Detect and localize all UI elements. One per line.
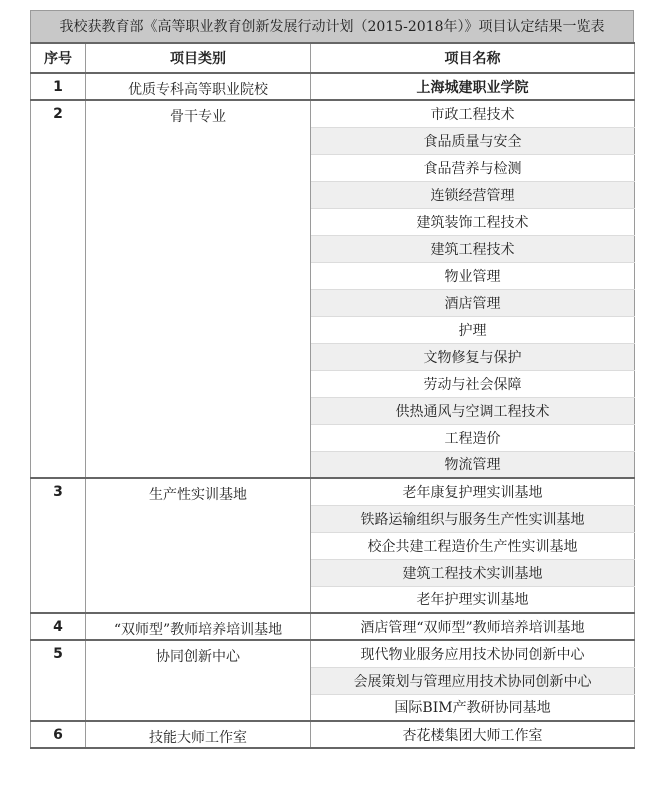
project-name: 连锁经营管理	[311, 181, 635, 208]
header-row	[31, 43, 635, 73]
project-name: 食品质量与安全	[311, 127, 635, 154]
project-name: 物业管理	[311, 262, 635, 289]
project-category: 协同创新中心	[86, 640, 311, 721]
project-name: 供热通风与空调工程技术	[311, 397, 635, 424]
row-number: 4	[31, 613, 86, 640]
row-number: 3	[31, 478, 86, 613]
table-row	[31, 73, 635, 100]
project-name: 杏花楼集团大师工作室	[311, 721, 635, 748]
table-row	[31, 478, 635, 505]
project-name: 建筑工程技术	[311, 235, 635, 262]
project-name: 老年康复护理实训基地	[311, 478, 635, 505]
project-name: 建筑工程技术实训基地	[311, 559, 635, 586]
table-body	[31, 73, 635, 748]
project-name: 食品营养与检测	[311, 154, 635, 181]
results-table	[30, 42, 635, 749]
project-name: 校企共建工程造价生产性实训基地	[311, 532, 635, 559]
project-name: 市政工程技术	[311, 100, 635, 127]
project-name: 酒店管理“双师型”教师培养培训基地	[311, 613, 635, 640]
project-category: “双师型”教师培养培训基地	[86, 613, 311, 640]
project-name: 会展策划与管理应用技术协同创新中心	[311, 667, 635, 694]
project-name: 文物修复与保护	[311, 343, 635, 370]
project-name: 建筑装饰工程技术	[311, 208, 635, 235]
results-sheet	[30, 10, 634, 749]
project-name: 铁路运输组织与服务生产性实训基地	[311, 505, 635, 532]
header-name: 项目名称	[311, 43, 635, 73]
project-name: 劳动与社会保障	[311, 370, 635, 397]
project-name: 工程造价	[311, 424, 635, 451]
project-name: 护理	[311, 316, 635, 343]
project-category: 骨干专业	[86, 100, 311, 478]
row-number: 2	[31, 100, 86, 478]
table-row	[31, 721, 635, 748]
row-number: 5	[31, 640, 86, 721]
row-number: 6	[31, 721, 86, 748]
table-title: 我校获教育部《高等职业教育创新发展行动计划（2015-2018年）》项目认定结果一览表	[30, 10, 634, 42]
project-name: 现代物业服务应用技术协同创新中心	[311, 640, 635, 667]
table-row	[31, 100, 635, 127]
project-name: 上海城建职业学院	[311, 73, 635, 100]
project-name: 国际BIM产教研协同基地	[311, 694, 635, 721]
table-row	[31, 613, 635, 640]
row-number: 1	[31, 73, 86, 100]
project-name: 物流管理	[311, 451, 635, 478]
project-name: 老年护理实训基地	[311, 586, 635, 613]
project-name: 酒店管理	[311, 289, 635, 316]
table-row	[31, 640, 635, 667]
project-category: 生产性实训基地	[86, 478, 311, 613]
project-category: 优质专科高等职业院校	[86, 73, 311, 100]
project-category: 技能大师工作室	[86, 721, 311, 748]
header-no: 序号	[31, 43, 86, 73]
header-category: 项目类别	[86, 43, 311, 73]
